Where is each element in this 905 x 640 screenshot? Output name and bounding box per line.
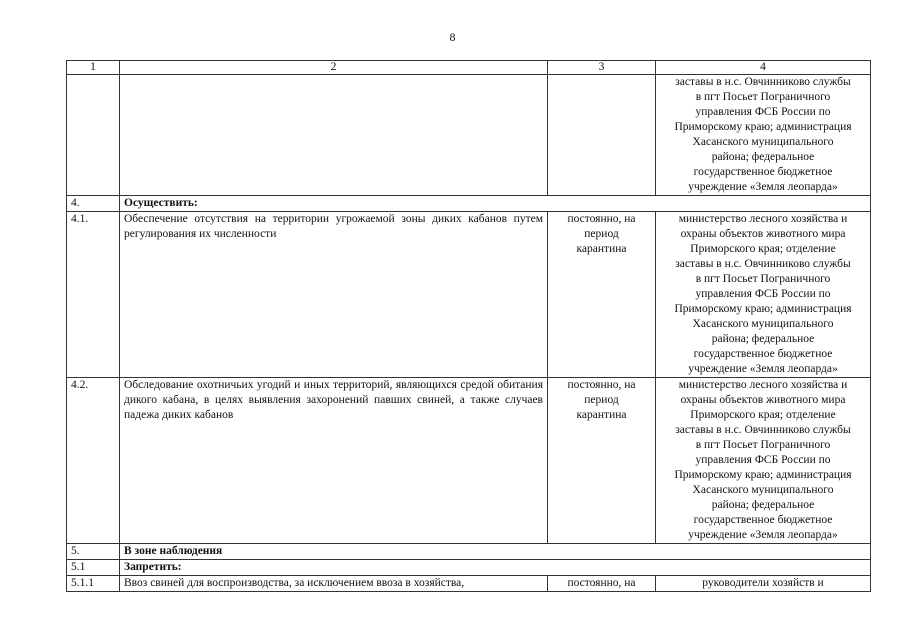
row-description: Обеспечение отсутствия на территории угрожаемой зоны диких кабанов путем регулирования их численности — [120, 212, 548, 378]
row-number: 4.2. — [67, 378, 120, 544]
row-period — [548, 212, 656, 378]
row-description: Обследование охотничьих угодий и иных территорий, являющихся средой обитания дикого кабана, в целях выявления захоронений павших свиней, а также случаев падежа диких кабанов — [120, 378, 548, 544]
responsible-line: охраны объектов животного мира — [680, 228, 846, 240]
responsible-line: учреждение «Земля леопарда» — [688, 363, 838, 375]
table-row-4-2 — [67, 378, 871, 544]
responsible-line: учреждение «Земля леопарда» — [688, 529, 838, 541]
cell-desc — [120, 75, 548, 196]
responsible-line: управления ФСБ России по — [695, 454, 831, 466]
page-number: 8 — [449, 30, 456, 44]
responsible-line: в пгт Посьет Пограничного — [695, 273, 831, 285]
row-number: 4.1. — [67, 212, 120, 378]
section-row-5 — [67, 544, 871, 560]
cell-responsible — [656, 75, 871, 196]
responsible-line: Приморскому краю; администрация — [674, 469, 852, 481]
row-description: Ввоз свиней для воспроизводства, за исключением ввоза в хозяйства, — [120, 576, 548, 592]
responsible-line: заставы в н.с. Овчинниково службы — [675, 76, 851, 88]
row-responsible — [656, 212, 871, 378]
period-line: период — [584, 228, 619, 240]
responsible-line: района; федеральное — [711, 151, 815, 163]
row-responsible: руководители хозяйств и — [656, 576, 871, 592]
responsible-line: Приморскому краю; администрация — [674, 121, 852, 133]
responsible-line: Хасанского муниципального — [692, 136, 834, 148]
section-row-5-1 — [67, 560, 871, 576]
row-number: 5.1.1 — [67, 576, 120, 592]
responsible-line: Хасанского муниципального — [692, 318, 834, 330]
responsible-line: заставы в н.с. Овчинниково службы — [675, 424, 851, 436]
period-line: карантина — [576, 409, 627, 421]
responsible-line: заставы в н.с. Овчинниково службы — [675, 258, 851, 270]
cell-num — [67, 75, 120, 196]
responsible-line: учреждение «Земля леопарда» — [688, 181, 838, 193]
period-line: постоянно, на — [567, 379, 636, 391]
header-cell-3: 3 — [548, 61, 656, 75]
responsible-line: министерство лесного хозяйства и — [678, 379, 848, 391]
responsible-line: в пгт Посьет Пограничного — [695, 91, 831, 103]
period-line: период — [584, 394, 619, 406]
section-title: Запретить: — [120, 560, 871, 576]
responsible-line: Приморского края; отделение — [690, 243, 836, 255]
header-cell-1: 1 — [67, 61, 120, 75]
responsible-line: государственное бюджетное — [693, 348, 833, 360]
header-cell-2: 2 — [120, 61, 548, 75]
responsible-line: управления ФСБ России по — [695, 288, 831, 300]
responsible-line: государственное бюджетное — [693, 166, 833, 178]
table-row-continuation — [67, 75, 871, 196]
row-period: постоянно, на — [548, 576, 656, 592]
section-title: В зоне наблюдения — [120, 544, 871, 560]
responsible-line: в пгт Посьет Пограничного — [695, 439, 831, 451]
responsible-line: государственное бюджетное — [693, 514, 833, 526]
row-period — [548, 378, 656, 544]
section-title: Осуществить: — [120, 196, 871, 212]
section-row-4 — [67, 196, 871, 212]
table-row-5-1-1 — [67, 576, 871, 592]
responsible-line: района; федеральное — [711, 499, 815, 511]
cell-period — [548, 75, 656, 196]
responsible-line: Приморскому краю; администрация — [674, 303, 852, 315]
row-responsible — [656, 378, 871, 544]
responsible-line: Приморского края; отделение — [690, 409, 836, 421]
section-number: 5.1 — [67, 560, 120, 576]
period-line: карантина — [576, 243, 627, 255]
table-header-row — [67, 61, 871, 75]
table-row-4-1 — [67, 212, 871, 378]
measures-table — [66, 60, 871, 592]
responsible-line: управления ФСБ России по — [695, 106, 831, 118]
responsible-line: района; федеральное — [711, 333, 815, 345]
responsible-line: охраны объектов животного мира — [680, 394, 846, 406]
section-number: 4. — [67, 196, 120, 212]
responsible-line: министерство лесного хозяйства и — [678, 213, 848, 225]
header-cell-4: 4 — [656, 61, 871, 75]
responsible-line: Хасанского муниципального — [692, 484, 834, 496]
section-number: 5. — [67, 544, 120, 560]
period-line: постоянно, на — [567, 213, 636, 225]
